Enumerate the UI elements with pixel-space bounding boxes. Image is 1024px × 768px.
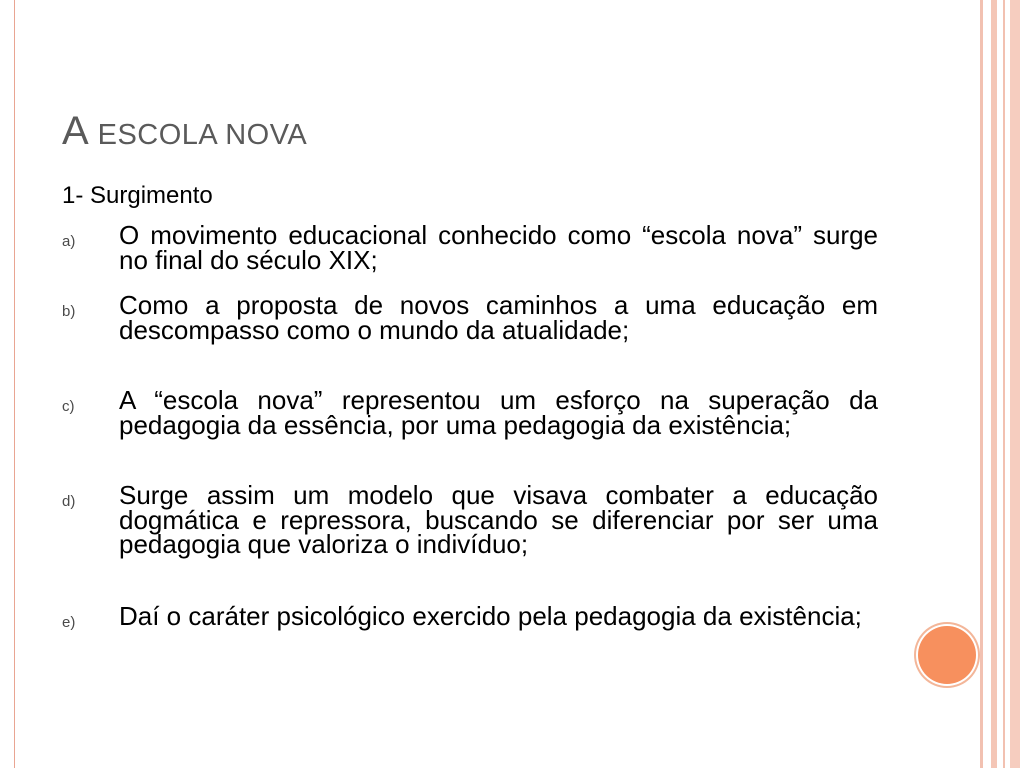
slide-title — [62, 107, 307, 159]
frame-stripe-right — [1010, 0, 1020, 768]
slide-title-rest: ESCOLA NOVA — [97, 119, 308, 151]
section-heading: 1- Surgimento — [62, 182, 213, 209]
list-marker: b) — [62, 303, 76, 320]
slide-title-initial: A — [62, 109, 87, 153]
list-item-text: Daí o caráter psicológico exercido pela pedagogia da existência; — [119, 601, 862, 631]
frame-stripe-right — [980, 0, 983, 768]
list-item-text: A “escola nova” representou um esforço na superação da pedagogia da essência, por uma pedagogia da existência; — [119, 385, 878, 440]
list-item — [62, 385, 878, 483]
list-marker: c) — [62, 398, 75, 415]
list-item — [62, 290, 878, 388]
list-item-text: Surge assim um modelo que visava combater a educação dogmática e repressora, buscando se diferenciar por ser uma pedagogia que valoriza o indivíduo; — [119, 480, 878, 559]
decorative-circle-icon — [918, 626, 976, 684]
bullet-list — [62, 220, 878, 664]
list-item — [62, 601, 878, 664]
list-marker: d) — [62, 493, 76, 510]
list-item-text: O movimento educacional conhecido como “escola nova” surge no final do século XIX; — [119, 220, 878, 275]
frame-stripe-right — [1003, 0, 1005, 768]
list-marker: a) — [62, 233, 76, 250]
frame-line-left — [14, 0, 15, 768]
frame-stripe-right — [991, 0, 997, 768]
list-marker: e) — [62, 614, 76, 631]
list-item — [62, 220, 878, 293]
list-item — [62, 480, 878, 604]
list-item-text: Como a proposta de novos caminhos a uma educação em descompasso como o mundo da atualidade; — [119, 290, 878, 345]
